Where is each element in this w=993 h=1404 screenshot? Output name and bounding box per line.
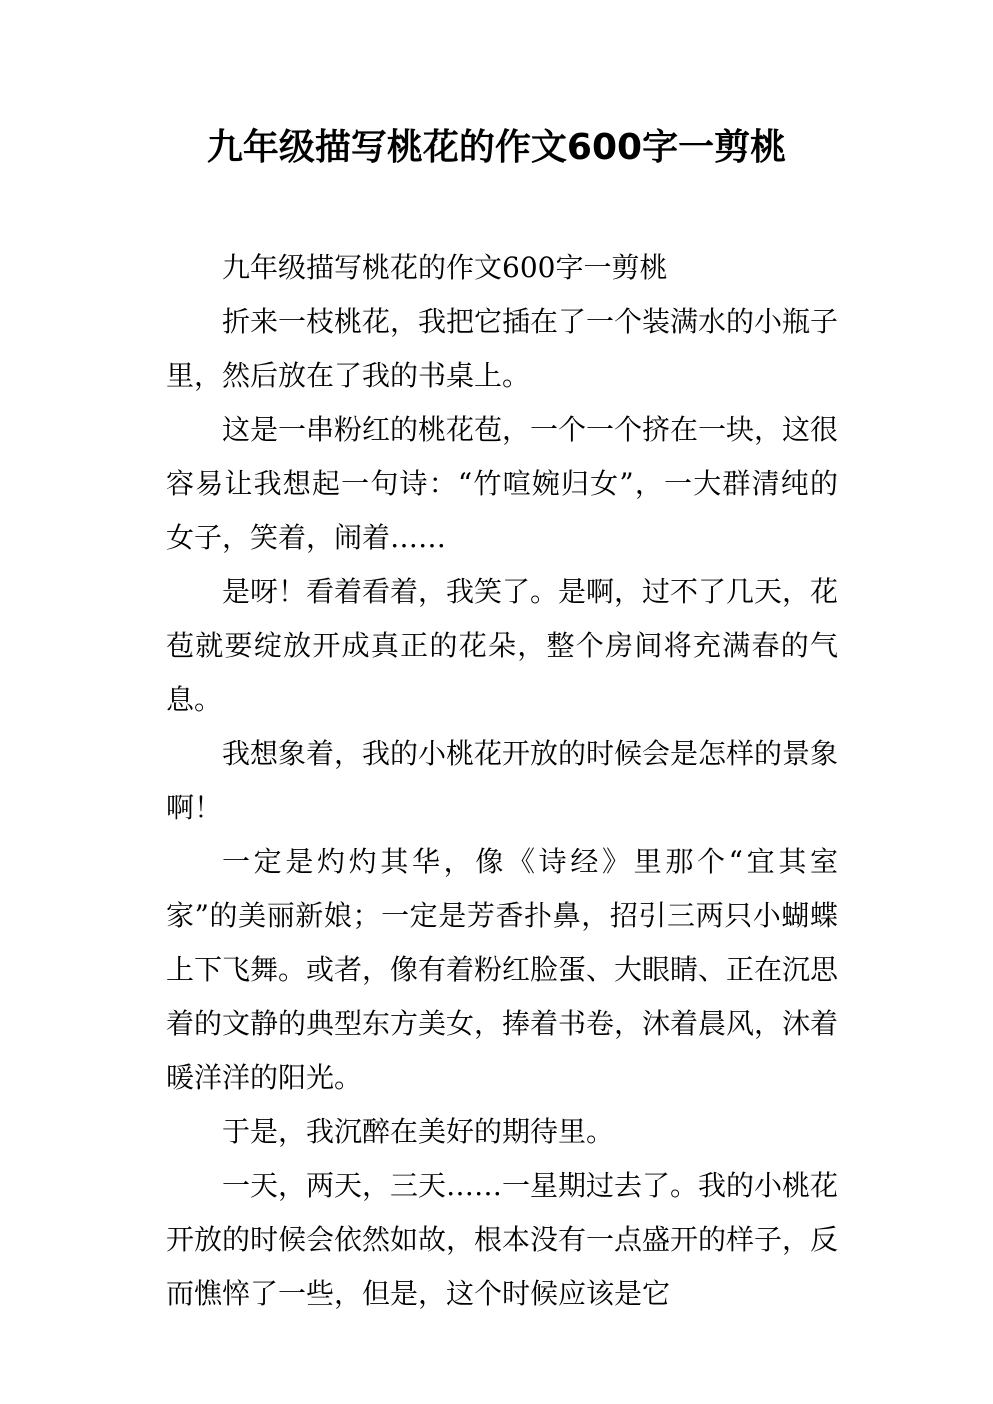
- paragraph: 是呀！看着看着，我笑了。是啊，过不了几天，花苞就要绽放开成真正的花朵，整个房间将充满春的气息。: [166, 575, 839, 716]
- paragraph: 我想象着，我的小桃花开放的时候会是怎样的景象啊！: [166, 737, 839, 824]
- paragraph-subtitle: 九年级描写桃花的作文600字一剪桃: [222, 251, 668, 284]
- paragraph: 折来一枝桃花，我把它插在了一个装满水的小瓶子里，然后放在了我的书桌上。: [166, 305, 839, 392]
- paragraph: 一定是灼灼其华，像《诗经》里那个“宜其室家”的美丽新娘；一定是芳香扑鼻，招引三两只小蝴蝶上下飞舞。或者，像有着粉红脸蛋、大眼睛、正在沉思着的文静的典型东方美女，捧着书卷，沐着晨风，沐着暖洋洋的阳光。: [166, 845, 839, 1094]
- paragraph: 于是，我沉醉在美好的期待里。: [222, 1115, 615, 1148]
- paragraph: 这是一串粉红的桃花苞，一个一个挤在一块，这很容易让我想起一句诗：“竹喧婉归女”，一大群清纯的女子，笑着，闹着……: [166, 413, 839, 554]
- document-title: 九年级描写桃花的作文600字一剪桃: [206, 127, 787, 168]
- paragraph: 一天，两天，三天……一星期过去了。我的小桃花开放的时候会依然如故，根本没有一点盛开的样子，反而憔悴了一些，但是，这个时候应该是它: [166, 1169, 839, 1310]
- document-body: [166, 241, 838, 1321]
